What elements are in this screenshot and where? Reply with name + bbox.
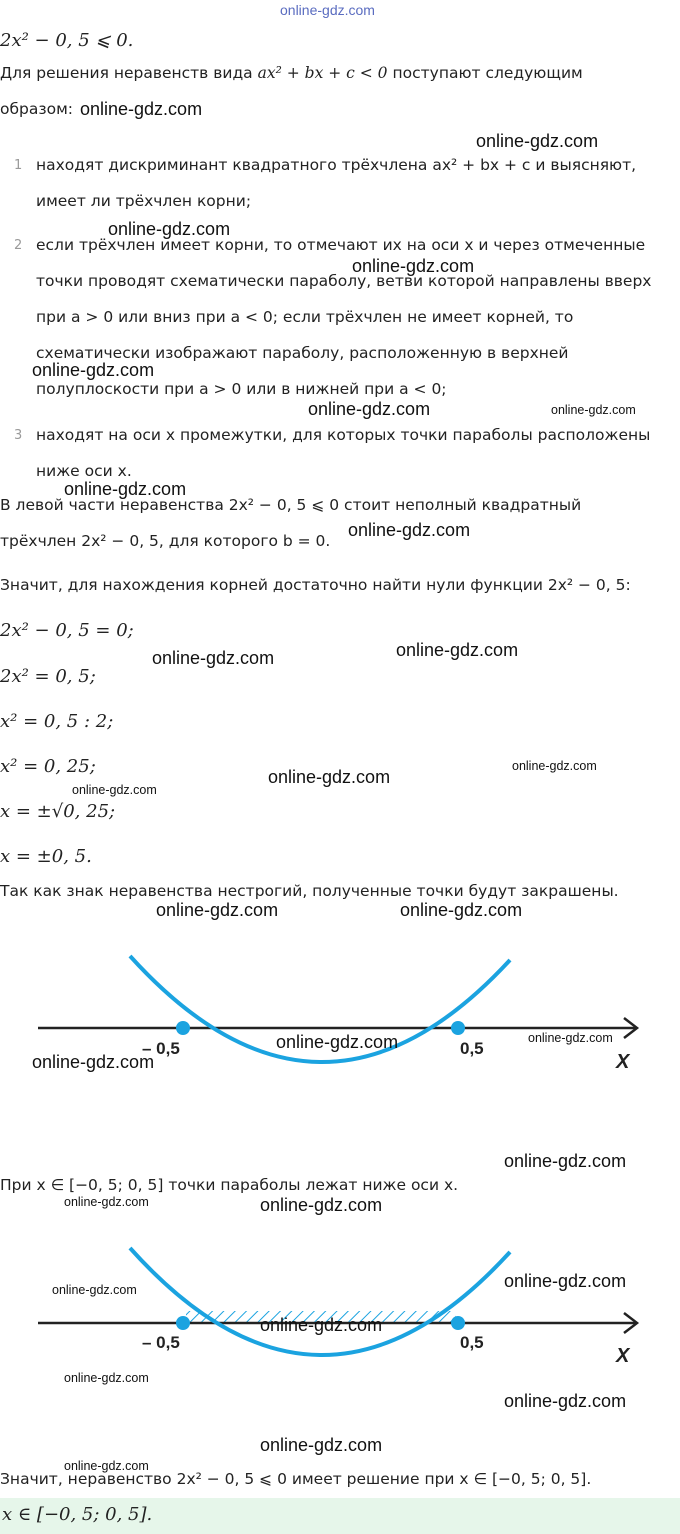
root-label-left: – 0,5	[142, 1333, 180, 1352]
paragraph-left-part-1: В левой части неравенства 2x² − 0, 5 ⩽ 0 стоит неполный квадратный	[0, 496, 582, 514]
list-item	[14, 156, 674, 216]
list-item-number: 3	[14, 428, 23, 443]
parabola-curve	[130, 1248, 510, 1355]
paragraph-roots: Значит, для нахождения корней достаточно найти нули функции 2x² − 0, 5:	[0, 576, 631, 594]
watermark: online-gdz.com	[64, 1459, 149, 1473]
watermark: online-gdz.com	[72, 783, 157, 797]
list-item-text: при a > 0 или вниз при a < 0; если трёхчлен не имеет корней, то	[36, 308, 574, 326]
answer-text: x ∈ [−0, 5; 0, 5].	[2, 1504, 153, 1525]
watermark: online-gdz.com	[551, 403, 636, 417]
watermark: online-gdz.com	[152, 648, 275, 668]
equation-line: 2x² − 0, 5 = 0;	[0, 620, 134, 641]
header-watermark: online-gdz.com	[280, 2, 375, 18]
list-item-text: схематически изображают параболу, расположенную в верхней	[36, 344, 569, 362]
paragraph-left-part-2: трёхчлен 2x² − 0, 5, для которого b = 0.	[0, 532, 331, 550]
watermark: online-gdz.com	[80, 99, 203, 119]
watermark: online-gdz.com	[528, 1031, 613, 1045]
list-item-text: находят дискриминант квадратного трёхчлена ax² + bx + c и выясняют,	[36, 156, 637, 174]
intro-formula: ax² + bx + c < 0	[257, 64, 388, 82]
list-item	[14, 426, 674, 486]
intro-prefix: Для решения неравенств вида	[0, 64, 258, 82]
watermark: online-gdz.com	[32, 360, 155, 380]
watermark: online-gdz.com	[260, 1315, 383, 1335]
watermark: online-gdz.com	[396, 640, 519, 660]
watermark: online-gdz.com	[64, 479, 187, 499]
list-item-text: если трёхчлен имеет корни, то отмечают их на оси x и через отмеченные	[36, 236, 646, 254]
watermark: online-gdz.com	[64, 1371, 149, 1385]
equation-line: x² = 0, 25;	[0, 756, 96, 777]
watermark: online-gdz.com	[512, 759, 597, 773]
root-point-right	[451, 1021, 465, 1035]
watermark: online-gdz.com	[108, 219, 231, 239]
intro-suffix: поступают следующим	[387, 64, 583, 82]
watermark: online-gdz.com	[476, 131, 599, 151]
watermark: online-gdz.com	[308, 399, 431, 419]
watermark: online-gdz.com	[504, 1271, 627, 1291]
paragraph-strict: Так как знак неравенства нестрогий, полученные точки будут закрашены.	[0, 882, 619, 900]
equation-line: x² = 0, 5 : 2;	[0, 711, 114, 732]
list-item-number: 2	[14, 238, 23, 253]
list-item-text: имеет ли трёхчлен корни;	[36, 192, 252, 210]
watermark: online-gdz.com	[156, 900, 279, 920]
list-item-text: находят на оси x промежутки, для которых точки параболы расположены	[36, 426, 651, 444]
answer-box	[0, 1498, 680, 1534]
watermark: online-gdz.com	[52, 1283, 137, 1297]
list-item-text: точки проводят схематически параболу, ветви которой направлены вверх	[36, 272, 652, 290]
watermark: online-gdz.com	[400, 900, 523, 920]
watermark: online-gdz.com	[504, 1151, 627, 1171]
watermark: online-gdz.com	[276, 1032, 399, 1052]
list-item-text: ниже оси x.	[36, 462, 132, 480]
watermark: online-gdz.com	[32, 1052, 155, 1072]
parabola-diagram-1	[0, 930, 680, 1100]
list-item-text: полуплоскости при a > 0 или в нижней при a < 0;	[36, 380, 447, 398]
root-label-right: 0,5	[460, 1333, 484, 1352]
equation-line: 2x² = 0, 5;	[0, 666, 96, 687]
root-point-left	[176, 1316, 190, 1330]
watermark: online-gdz.com	[260, 1435, 383, 1455]
watermark: online-gdz.com	[268, 767, 391, 787]
intro-line-1	[0, 64, 583, 82]
top-formula: 2x² − 0, 5 ⩽ 0.	[0, 30, 134, 51]
root-point-left	[176, 1021, 190, 1035]
paragraph-interval: При x ∈ [−0, 5; 0, 5] точки параболы лежат ниже оси x.	[0, 1176, 459, 1194]
equation-line: x = ±√0, 25;	[0, 801, 116, 822]
intro-line-2: образом:	[0, 100, 74, 118]
watermark: online-gdz.com	[504, 1391, 627, 1411]
equation-line: x = ±0, 5.	[0, 846, 92, 867]
watermark: online-gdz.com	[260, 1195, 383, 1215]
paragraph-conclusion: Значит, неравенство 2x² − 0, 5 ⩽ 0 имеет решение при x ∈ [−0, 5; 0, 5].	[0, 1470, 592, 1488]
watermark: online-gdz.com	[348, 520, 471, 540]
root-point-right	[451, 1316, 465, 1330]
axis-label: X	[616, 1345, 630, 1367]
watermark: online-gdz.com	[352, 256, 475, 276]
list-item-number: 1	[14, 158, 23, 173]
root-label-right: 0,5	[460, 1039, 484, 1058]
root-label-left: – 0,5	[142, 1039, 180, 1058]
axis-label: X	[616, 1051, 630, 1073]
watermark: online-gdz.com	[64, 1195, 149, 1209]
